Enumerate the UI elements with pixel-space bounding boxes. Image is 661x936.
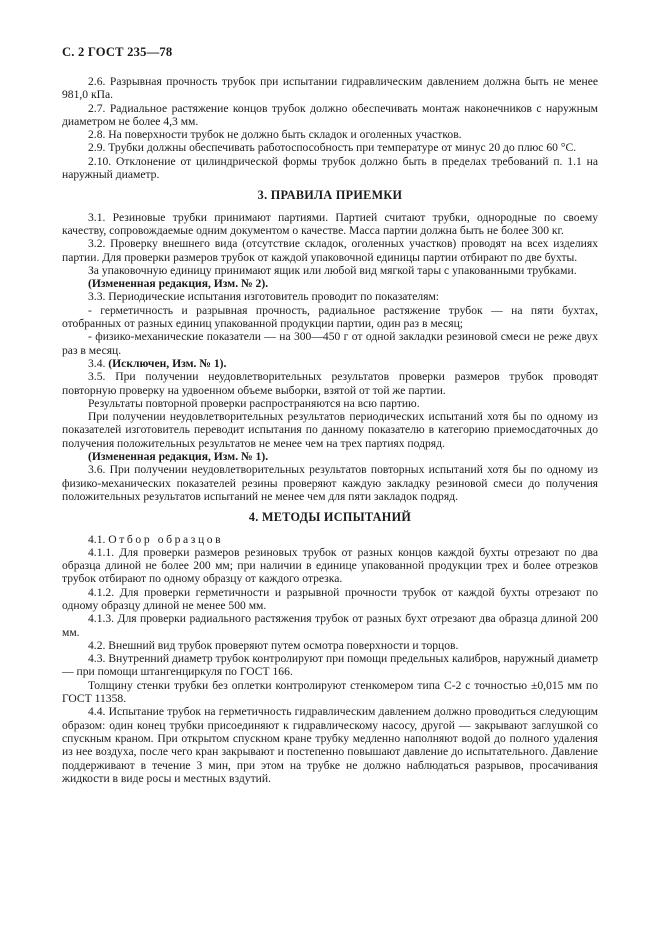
paragraph-4-2: 4.2. Внешний вид трубок проверяют путем осмотра поверхности и торцов.	[88, 638, 459, 652]
amendment-note-2: (Измененная редакция, Изм. № 2).	[88, 277, 269, 291]
paragraph-4-3: 4.3. Внутренний диаметр трубок контролируют при помощи предельных калибров, наружный диаметр — при помощи штангенциркуля по ГОСТ 166.	[62, 652, 598, 679]
paragraph-3-5: 3.5. При получении неудовлетворительных результатов проверки размеров трубок проводят повторную проверку на удвоенном объеме выборки, взятой от той же партии.	[62, 370, 598, 397]
paragraph-3-2: 3.2. Проверку внешнего вида (отсутствие складок, оголенных участков) проводят на всех изделиях партии. Для проверки размеров трубок от каждой упаковочной единицы партии отбирают по две бухты.	[62, 237, 598, 264]
paragraph-2-7: 2.7. Радиальное растяжение концов трубок должно обеспечивать монтаж наконечников с наружным диаметром не более 4,3 мм.	[62, 101, 598, 128]
paragraph-3-3: 3.3. Периодические испытания изготовитель проводит по показателям:	[88, 290, 440, 304]
paragraph-4-1-3: 4.1.3. Для проверки радиального растяжения трубок от разных бухт отрезают два образца длиной 200 мм.	[62, 612, 598, 639]
page-content	[62, 75, 598, 785]
paragraph-4-4: 4.4. Испытание трубок на герметичность гидравлическим давлением должно проводиться следующим образом: один конец трубки присоединяют к гидравлическому насосу, другой — закрывают заглушкой со спускным краном. При открытом спускном кране трубку медленно наполняют водой до полного удаления из нее воздуха, после чего кран закрывают и постепенно повышают давление до испытательного. Давление поддерживают в течение 3 мин, при этом на трубке не должно наблюдаться разрывов, просачивания жидкости в виде росы и местных вздутий.	[62, 705, 598, 785]
paragraph-3-2-packaging: За упаковочную единицу принимают ящик или любой вид мягкой тары с упакованными трубками.	[88, 263, 577, 277]
paragraph-4-1	[62, 533, 598, 546]
paragraph-2-6: 2.6. Разрывная прочность трубок при испытании гидравлическим давлением должна быть не менее 981,0 кПа.	[62, 75, 598, 102]
paragraph-3-5-results: Результаты повторной проверки распространяются на всю партию.	[88, 396, 420, 410]
amendment-note-1: (Измененная редакция, Изм. № 1).	[88, 450, 269, 464]
paragraph-3-4-number: 3.4.	[88, 356, 109, 370]
paragraph-4-1-number: 4.1.	[88, 532, 109, 546]
paragraph-4-1-1: 4.1.1. Для проверки размеров резиновых трубок от разных концов каждой бухты отрезают по два образца длиной не более 200 мм; при наличии в единице упакованной продукции трех и более отрезков трубок отбирают по одному образцу от каждого отрезка.	[62, 545, 598, 586]
section-4-title: 4. МЕТОДЫ ИСПЫТАНИЙ	[248, 510, 412, 525]
section-3-title: 3. ПРАВИЛА ПРИЕМКИ	[257, 188, 403, 203]
page-header: С. 2 ГОСТ 235—78	[62, 45, 173, 59]
paragraph-4-1-title: Отбор образцов	[108, 532, 224, 546]
paragraph-3-5-periodic: При получении неудовлетворительных результатов периодических испытаний хотя бы по одному из показателей изготовитель переводит испытания по данному показателю в категорию приемосдаточных до получения положительных результатов не менее чем на трех партиях подряд.	[62, 410, 598, 450]
paragraph-2-8: 2.8. На поверхности трубок не должно быть складок и оголенных участков.	[88, 128, 462, 142]
paragraph-2-10: 2.10. Отклонение от цилиндрической формы трубок должно быть в пределах требований п. 1.1 на наружный диаметр.	[62, 154, 598, 182]
paragraph-3-1: 3.1. Резиновые трубки принимают партиями. Партией считают трубки, однородные по своему качеству, сопровождаемые одним документом о качестве. Масса партии должна быть не более 300 кг.	[62, 210, 598, 237]
paragraph-3-6: 3.6. При получении неудовлетворительных результатов повторных испытаний хотя бы по одному из физико-механических показателей резины проверяют каждую закладку резиновой смеси до получения положительных результатов испытаний не менее чем для пяти закладок подряд.	[62, 463, 598, 503]
paragraph-4-1-2: 4.1.2. Для проверки герметичности и разрывной прочности трубок от каждой бухты отрезают по одному образцу длиной не менее 500 мм.	[62, 585, 598, 612]
list-item-physmech: - физико-механические показатели — на 300—450 г от одной закладки резиновой смеси не реже двух раз в месяц.	[62, 330, 598, 357]
paragraph-3-4	[62, 357, 598, 370]
paragraph-2-9: 2.9. Трубки должны обеспечивать работоспособность при температуре от минус 20 до плюс 60 °С.	[88, 141, 577, 155]
list-item-tightness: - герметичность и разрывная прочность, радиальное растяжение трубок — на пяти бухтах, отобранных от разных единиц упакованной продукции партии, один раз в месяц;	[62, 303, 598, 331]
paragraph-3-4-excluded: (Исключен, Изм. № 1).	[108, 356, 227, 370]
paragraph-4-3-wall: Толщину стенки трубки без оплетки контролируют стенкомером типа С-2 с точностью ±0,015 мм по ГОСТ 11358.	[62, 678, 598, 706]
